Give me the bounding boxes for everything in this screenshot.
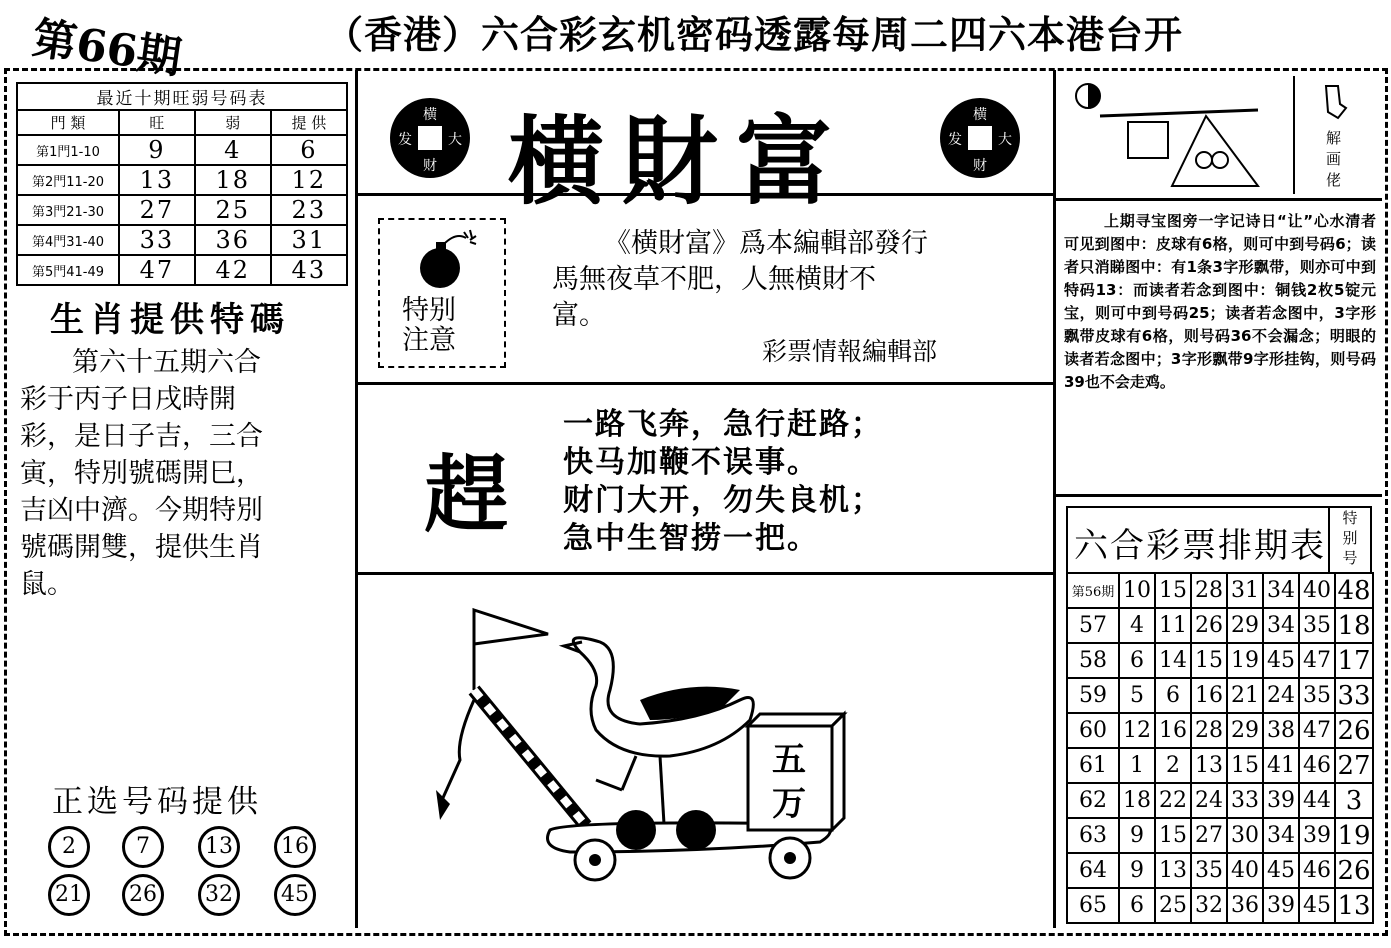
number-cell: 34 bbox=[1263, 573, 1299, 608]
coin-char: 横 bbox=[423, 107, 437, 123]
special-cell: 27 bbox=[1335, 748, 1373, 783]
cell: 36 bbox=[195, 225, 271, 255]
number-cell: 35 bbox=[1191, 853, 1227, 888]
money-box-char: 五 bbox=[772, 740, 806, 780]
number-cell: 39 bbox=[1263, 888, 1299, 923]
col-header: 門 類 bbox=[17, 110, 119, 135]
number-cell: 15 bbox=[1227, 748, 1263, 783]
issue-cell: 58 bbox=[1067, 643, 1119, 678]
cell: 6 bbox=[271, 135, 347, 165]
side-label-char: 解 bbox=[1326, 129, 1342, 147]
issue-cell: 59 bbox=[1067, 678, 1119, 713]
number-cell: 2 bbox=[1155, 748, 1191, 783]
zodiac-line: 彩，是日子吉，三合 bbox=[20, 421, 263, 452]
schedule-header bbox=[1066, 506, 1330, 574]
number-cell: 13 bbox=[1191, 748, 1227, 783]
pointing-hand-icon bbox=[1318, 82, 1354, 122]
table-row bbox=[17, 225, 347, 255]
number-cell: 35 bbox=[1299, 678, 1335, 713]
notice-line: 馬無夜草不肥，人無横財不 bbox=[552, 264, 876, 295]
zodiac-line: 彩于丙子日戌時開 bbox=[20, 384, 236, 415]
verse-line: 财门大开，勿失良机； bbox=[563, 483, 883, 518]
money-box-char: 万 bbox=[772, 784, 806, 824]
special-cell: 19 bbox=[1335, 818, 1373, 853]
special-label-char: 号 bbox=[1342, 549, 1358, 567]
number-cell: 39 bbox=[1299, 818, 1335, 853]
number-cell: 28 bbox=[1191, 573, 1227, 608]
pick-number: 2 bbox=[48, 826, 90, 868]
number-cell: 1 bbox=[1119, 748, 1155, 783]
table-row bbox=[1067, 678, 1373, 713]
special-cell: 26 bbox=[1335, 713, 1373, 748]
number-cell: 28 bbox=[1191, 713, 1227, 748]
number-cell: 21 bbox=[1227, 678, 1263, 713]
number-cell: 6 bbox=[1155, 678, 1191, 713]
number-cell: 14 bbox=[1155, 643, 1191, 678]
special-cell: 26 bbox=[1335, 853, 1373, 888]
issue-cell: 61 bbox=[1067, 748, 1119, 783]
number-cell: 40 bbox=[1227, 853, 1263, 888]
cell: 12 bbox=[271, 165, 347, 195]
cell: 43 bbox=[271, 255, 347, 285]
number-cell: 35 bbox=[1299, 608, 1335, 643]
table-row bbox=[1067, 853, 1373, 888]
number-cell: 36 bbox=[1227, 888, 1263, 923]
cell: 18 bbox=[195, 165, 271, 195]
table-row bbox=[1067, 643, 1373, 678]
verse-big-char: 趕 bbox=[424, 445, 509, 544]
side-label-char: 画 bbox=[1326, 150, 1342, 168]
special-label-char: 特 bbox=[1342, 509, 1358, 527]
issue-cell: 64 bbox=[1067, 853, 1119, 888]
number-cell: 18 bbox=[1119, 783, 1155, 818]
coin-char: 大 bbox=[448, 132, 462, 148]
row-label: 第3門21-30 bbox=[17, 195, 119, 225]
notice-box bbox=[378, 218, 506, 368]
coin-char: 财 bbox=[423, 158, 437, 174]
table-row bbox=[1067, 573, 1373, 608]
puzzle-text: 上期寻宝图旁一字记诗日“让”心水清者可见到图中：皮球有6格，则可中到号码6；读者只消睇图中：有1条3字形飘带，则亦可中到特码13：而读者若念到图中：铜钱2枚5锭元宝，则可中到号码25；读者若念图中，3字形飘带皮球有6格，则号码36不会漏念；明眼的读者若念图中；3字形飘带9字形挂钩，则号码39也不会走鸡。 bbox=[1064, 212, 1376, 391]
special-cell: 13 bbox=[1335, 888, 1373, 923]
puzzle-side-box bbox=[1293, 76, 1295, 194]
crane-cart-illustration bbox=[400, 590, 900, 930]
row-label: 第5門41-49 bbox=[17, 255, 119, 285]
cell: 13 bbox=[119, 165, 195, 195]
coin-char: 发 bbox=[948, 132, 962, 148]
cell: 9 bbox=[119, 135, 195, 165]
number-cell: 11 bbox=[1155, 608, 1191, 643]
pick-number: 32 bbox=[198, 874, 240, 916]
number-cell: 12 bbox=[1119, 713, 1155, 748]
number-cell: 29 bbox=[1227, 608, 1263, 643]
left-divider bbox=[355, 70, 358, 928]
bomb-icon bbox=[416, 226, 486, 292]
number-cell: 46 bbox=[1299, 748, 1335, 783]
side-label-char: 佬 bbox=[1326, 171, 1342, 189]
banner-title: 横財富 bbox=[508, 105, 850, 218]
number-cell: 44 bbox=[1299, 783, 1335, 818]
money-box-label bbox=[764, 738, 814, 826]
divider-h3 bbox=[355, 572, 1055, 575]
number-cell: 33 bbox=[1227, 783, 1263, 818]
row-label: 第4門31-40 bbox=[17, 225, 119, 255]
ranking-table-title: 最近十期旺弱号码表 bbox=[17, 83, 347, 110]
issue-number: 第66期 bbox=[29, 12, 185, 85]
number-cell: 41 bbox=[1263, 748, 1299, 783]
number-cell: 22 bbox=[1155, 783, 1191, 818]
special-label-char: 别 bbox=[1342, 529, 1358, 547]
verse-line: 快马加鞭不误事。 bbox=[563, 445, 819, 480]
zodiac-line: 鼠。 bbox=[20, 569, 74, 600]
number-cell: 4 bbox=[1119, 608, 1155, 643]
right-divider-lower bbox=[1053, 494, 1056, 928]
number-cell: 26 bbox=[1191, 608, 1227, 643]
number-cell: 47 bbox=[1299, 713, 1335, 748]
notice-text bbox=[552, 226, 1032, 334]
pick-number: 26 bbox=[122, 874, 164, 916]
picks-heading: 正选号码提供 bbox=[52, 784, 262, 820]
number-cell: 39 bbox=[1263, 783, 1299, 818]
cell: 4 bbox=[195, 135, 271, 165]
number-cell: 15 bbox=[1155, 818, 1191, 853]
row-label: 第1門1-10 bbox=[17, 135, 119, 165]
number-cell: 29 bbox=[1227, 713, 1263, 748]
number-cell: 5 bbox=[1119, 678, 1155, 713]
special-cell: 48 bbox=[1335, 573, 1373, 608]
pick-number: 16 bbox=[274, 826, 316, 868]
divider-h4 bbox=[1055, 198, 1382, 201]
special-cell: 17 bbox=[1335, 643, 1373, 678]
number-cell: 31 bbox=[1227, 573, 1263, 608]
right-divider bbox=[1053, 70, 1056, 494]
number-cell: 16 bbox=[1155, 713, 1191, 748]
verse-text bbox=[563, 406, 883, 558]
cell: 25 bbox=[195, 195, 271, 225]
ranking-table bbox=[16, 82, 348, 286]
zodiac-line: 寅，特別號碼開巳， bbox=[20, 458, 263, 489]
number-cell: 15 bbox=[1155, 573, 1191, 608]
number-cell: 15 bbox=[1191, 643, 1227, 678]
cell: 42 bbox=[195, 255, 271, 285]
schedule-table bbox=[1066, 572, 1374, 924]
number-cell: 9 bbox=[1119, 853, 1155, 888]
col-header: 弱 bbox=[195, 110, 271, 135]
issue-cell: 62 bbox=[1067, 783, 1119, 818]
number-cell: 27 bbox=[1191, 818, 1227, 853]
table-row bbox=[1067, 608, 1373, 643]
notice-signature: 彩票情報編輯部 bbox=[762, 337, 938, 366]
table-row bbox=[1067, 748, 1373, 783]
divider-h5 bbox=[1055, 494, 1382, 497]
number-cell: 6 bbox=[1119, 888, 1155, 923]
notice-label bbox=[402, 296, 456, 356]
special-cell: 18 bbox=[1335, 608, 1373, 643]
table-row bbox=[1067, 783, 1373, 818]
coin-char: 财 bbox=[973, 158, 987, 174]
issue-cell: 60 bbox=[1067, 713, 1119, 748]
issue-cell: 第56期 bbox=[1067, 573, 1119, 608]
number-cell: 30 bbox=[1227, 818, 1263, 853]
number-cell: 32 bbox=[1191, 888, 1227, 923]
col-header: 旺 bbox=[119, 110, 195, 135]
coin-char: 发 bbox=[398, 132, 412, 148]
scale-puzzle-image bbox=[1072, 80, 1282, 190]
verse-line: 一路飞奔，急行赶路； bbox=[563, 407, 883, 442]
notice-line: 《横財富》爲本編輯部發行 bbox=[604, 228, 928, 259]
coin-char: 横 bbox=[973, 107, 987, 123]
pick-number: 21 bbox=[48, 874, 90, 916]
number-cell: 19 bbox=[1227, 643, 1263, 678]
notice-label-line: 注意 bbox=[402, 325, 456, 356]
special-label bbox=[1328, 506, 1372, 574]
number-cell: 47 bbox=[1299, 643, 1335, 678]
number-cell: 34 bbox=[1263, 818, 1299, 853]
schedule-title: 六合彩票排期表 bbox=[1074, 526, 1326, 566]
number-cell: 25 bbox=[1155, 888, 1191, 923]
verse-line: 急中生智捞一把。 bbox=[563, 521, 819, 556]
table-row bbox=[17, 165, 347, 195]
number-cell: 45 bbox=[1299, 888, 1335, 923]
cell: 31 bbox=[271, 225, 347, 255]
notice-line: 富。 bbox=[552, 300, 606, 331]
pick-number: 45 bbox=[274, 874, 316, 916]
divider-h2 bbox=[355, 382, 1055, 385]
pick-number: 7 bbox=[122, 826, 164, 868]
row-label: 第2門11-20 bbox=[17, 165, 119, 195]
coin-icon bbox=[390, 98, 470, 178]
page-title: （香港）六合彩玄机密码透露每周二四六本港台开 bbox=[325, 13, 1184, 57]
col-header: 提 供 bbox=[271, 110, 347, 135]
number-cell: 45 bbox=[1263, 643, 1299, 678]
number-cell: 9 bbox=[1119, 818, 1155, 853]
table-row bbox=[17, 195, 347, 225]
notice-label-line: 特别 bbox=[402, 295, 456, 326]
table-row bbox=[1067, 818, 1373, 853]
number-cell: 46 bbox=[1299, 853, 1335, 888]
table-row bbox=[1067, 888, 1373, 923]
zodiac-line: 吉凶中濟。今期特別 bbox=[20, 495, 263, 526]
number-cell: 13 bbox=[1155, 853, 1191, 888]
special-cell: 33 bbox=[1335, 678, 1373, 713]
zodiac-text bbox=[20, 344, 350, 603]
cell: 23 bbox=[271, 195, 347, 225]
cell: 47 bbox=[119, 255, 195, 285]
cell: 27 bbox=[119, 195, 195, 225]
number-cell: 40 bbox=[1299, 573, 1335, 608]
issue-cell: 63 bbox=[1067, 818, 1119, 853]
number-cell: 10 bbox=[1119, 573, 1155, 608]
table-row bbox=[17, 135, 347, 165]
number-cell: 38 bbox=[1263, 713, 1299, 748]
number-cell: 6 bbox=[1119, 643, 1155, 678]
table-row bbox=[1067, 713, 1373, 748]
zodiac-line: 號碼開雙，提供生肖 bbox=[20, 532, 263, 563]
issue-cell: 65 bbox=[1067, 888, 1119, 923]
coin-icon bbox=[940, 98, 1020, 178]
zodiac-heading: 生肖提供特碼 bbox=[50, 300, 290, 340]
puzzle-side-label bbox=[1326, 128, 1341, 191]
number-cell: 24 bbox=[1191, 783, 1227, 818]
issue-cell: 57 bbox=[1067, 608, 1119, 643]
number-cell: 16 bbox=[1191, 678, 1227, 713]
pick-number: 13 bbox=[198, 826, 240, 868]
coin-char: 大 bbox=[998, 132, 1012, 148]
zodiac-line: 第六十五期六合 bbox=[72, 347, 261, 378]
number-cell: 45 bbox=[1263, 853, 1299, 888]
cell: 33 bbox=[119, 225, 195, 255]
number-cell: 34 bbox=[1263, 608, 1299, 643]
number-cell: 24 bbox=[1263, 678, 1299, 713]
special-cell: 3 bbox=[1335, 783, 1373, 818]
table-row bbox=[17, 255, 347, 285]
